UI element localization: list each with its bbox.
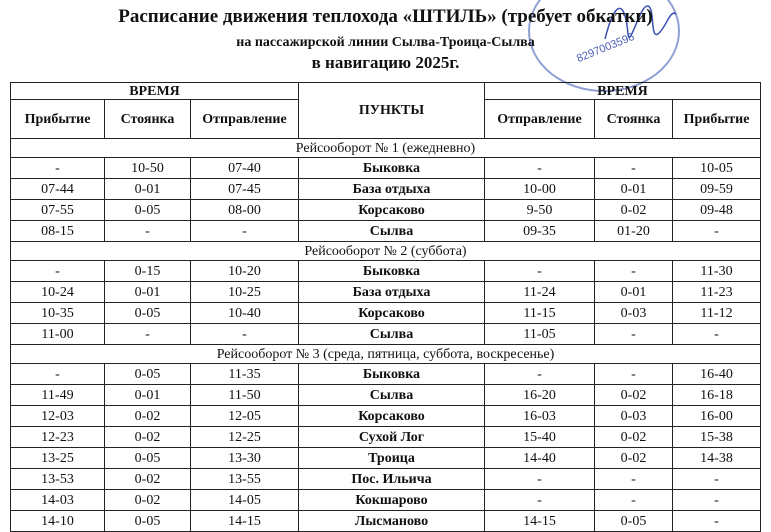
time-cell: 10-35 (11, 303, 105, 324)
time-cell: 11-24 (485, 282, 595, 303)
left-time-group-header: ВРЕМЯ (11, 83, 299, 100)
col-left-stop: Стоянка (105, 100, 191, 139)
time-cell: 0-02 (595, 427, 673, 448)
time-cell: 12-03 (11, 406, 105, 427)
stamp-number: 8297003596 (574, 30, 637, 66)
schedule-body (11, 139, 761, 532)
time-cell: 07-45 (191, 179, 299, 200)
time-cell: 11-49 (11, 385, 105, 406)
time-cell: 11-35 (191, 364, 299, 385)
time-cell: 11-30 (673, 261, 761, 282)
time-cell: 11-05 (485, 324, 595, 345)
time-cell: 11-15 (485, 303, 595, 324)
time-cell: - (105, 324, 191, 345)
section-title: Рейсооборот № 2 (суббота) (11, 242, 761, 261)
time-cell: - (673, 469, 761, 490)
time-cell: 14-15 (485, 511, 595, 532)
time-cell: 10-25 (191, 282, 299, 303)
time-cell: 13-55 (191, 469, 299, 490)
time-cell: 07-44 (11, 179, 105, 200)
time-cell: 0-02 (105, 427, 191, 448)
time-cell: 0-02 (105, 490, 191, 511)
table-row (11, 303, 761, 324)
section-row (11, 139, 761, 158)
time-cell: 10-24 (11, 282, 105, 303)
page-title: Расписание движения теплохода «ШТИЛЬ» (требует обкатки) (118, 6, 653, 27)
time-cell: 10-50 (105, 158, 191, 179)
table-row (11, 200, 761, 221)
time-cell: 10-20 (191, 261, 299, 282)
time-cell: 14-03 (11, 490, 105, 511)
section-title: Рейсооборот № 3 (среда, пятница, суббота, воскресенье) (11, 345, 761, 364)
time-cell: 11-23 (673, 282, 761, 303)
time-cell: 0-05 (105, 200, 191, 221)
schedule-table (10, 82, 761, 532)
time-cell: 10-40 (191, 303, 299, 324)
section-row (11, 242, 761, 261)
point-name: База отдыха (299, 282, 485, 303)
time-cell: 0-05 (105, 448, 191, 469)
time-cell: 09-59 (673, 179, 761, 200)
table-row (11, 469, 761, 490)
time-cell: 12-23 (11, 427, 105, 448)
time-cell: 14-38 (673, 448, 761, 469)
col-left-arrival: Прибытие (11, 100, 105, 139)
time-cell: 01-20 (595, 221, 673, 242)
time-cell: - (485, 490, 595, 511)
table-row (11, 427, 761, 448)
time-cell: 16-20 (485, 385, 595, 406)
time-cell: 16-03 (485, 406, 595, 427)
time-cell: 0-01 (595, 282, 673, 303)
table-row (11, 385, 761, 406)
point-name: Сухой Лог (299, 427, 485, 448)
time-cell: - (595, 158, 673, 179)
time-cell: 11-00 (11, 324, 105, 345)
point-name: Быковка (299, 261, 485, 282)
points-header: ПУНКТЫ (299, 83, 485, 139)
point-name: Сылва (299, 385, 485, 406)
time-cell: 11-50 (191, 385, 299, 406)
time-cell: 0-05 (105, 364, 191, 385)
section-title: Рейсооборот № 1 (ежедневно) (11, 139, 761, 158)
time-cell: 0-15 (105, 261, 191, 282)
time-cell: 14-10 (11, 511, 105, 532)
time-cell: 14-05 (191, 490, 299, 511)
col-right-arrival: Прибытие (673, 100, 761, 139)
time-cell: 07-55 (11, 200, 105, 221)
table-row (11, 511, 761, 532)
time-cell: 9-50 (485, 200, 595, 221)
table-row (11, 406, 761, 427)
table-row (11, 158, 761, 179)
time-cell: 0-01 (105, 179, 191, 200)
time-cell: 13-53 (11, 469, 105, 490)
time-cell: - (485, 469, 595, 490)
time-cell: 0-02 (105, 406, 191, 427)
time-cell: 08-15 (11, 221, 105, 242)
point-name: Сылва (299, 324, 485, 345)
point-name: Корсаково (299, 406, 485, 427)
time-cell: - (595, 261, 673, 282)
point-name: Троица (299, 448, 485, 469)
time-cell: 0-01 (105, 282, 191, 303)
time-cell: 0-03 (595, 406, 673, 427)
time-cell: 11-12 (673, 303, 761, 324)
time-cell: 0-02 (105, 469, 191, 490)
time-cell: - (485, 364, 595, 385)
time-cell: 0-02 (595, 385, 673, 406)
time-cell: - (673, 221, 761, 242)
time-cell: - (191, 221, 299, 242)
time-cell: - (485, 158, 595, 179)
time-cell: 07-40 (191, 158, 299, 179)
time-cell: 16-00 (673, 406, 761, 427)
time-cell: 0-01 (595, 179, 673, 200)
time-cell: 0-02 (595, 200, 673, 221)
point-name: Корсаково (299, 200, 485, 221)
time-cell: 13-30 (191, 448, 299, 469)
time-cell: - (673, 511, 761, 532)
time-cell: 10-05 (673, 158, 761, 179)
time-cell: - (105, 221, 191, 242)
point-name: Сылва (299, 221, 485, 242)
point-name: Пос. Ильича (299, 469, 485, 490)
time-cell: 15-38 (673, 427, 761, 448)
time-cell: 13-25 (11, 448, 105, 469)
point-name: Быковка (299, 364, 485, 385)
table-row (11, 221, 761, 242)
col-left-departure: Отправление (191, 100, 299, 139)
time-cell: - (485, 261, 595, 282)
table-row (11, 179, 761, 200)
table-row (11, 364, 761, 385)
time-cell: - (673, 324, 761, 345)
time-cell: - (595, 490, 673, 511)
time-cell: 16-18 (673, 385, 761, 406)
route-subtitle: на пассажирской линии Сылва-Троица-Сылва (236, 35, 535, 50)
time-cell: - (191, 324, 299, 345)
time-cell: 0-02 (595, 448, 673, 469)
section-row (11, 345, 761, 364)
time-cell: 12-05 (191, 406, 299, 427)
point-name: Корсаково (299, 303, 485, 324)
table-row (11, 324, 761, 345)
time-cell: 0-05 (595, 511, 673, 532)
point-name: Лысманово (299, 511, 485, 532)
time-cell: 0-05 (105, 303, 191, 324)
table-row (11, 448, 761, 469)
table-row (11, 490, 761, 511)
point-name: База отдыха (299, 179, 485, 200)
time-cell: 0-05 (105, 511, 191, 532)
time-cell: 09-48 (673, 200, 761, 221)
time-cell: 09-35 (485, 221, 595, 242)
time-cell: 08-00 (191, 200, 299, 221)
time-cell: 14-40 (485, 448, 595, 469)
time-cell: - (673, 490, 761, 511)
time-cell: - (595, 469, 673, 490)
time-cell: 12-25 (191, 427, 299, 448)
time-cell: 16-40 (673, 364, 761, 385)
time-cell: - (595, 364, 673, 385)
table-row (11, 282, 761, 303)
col-right-stop: Стоянка (595, 100, 673, 139)
time-cell: - (11, 158, 105, 179)
time-cell: - (595, 324, 673, 345)
table-row (11, 261, 761, 282)
time-cell: 14-15 (191, 511, 299, 532)
time-cell: 10-00 (485, 179, 595, 200)
time-cell: - (11, 261, 105, 282)
time-cell: 0-03 (595, 303, 673, 324)
time-cell: - (11, 364, 105, 385)
time-cell: 15-40 (485, 427, 595, 448)
right-time-group-header: ВРЕМЯ (485, 83, 761, 100)
col-right-departure: Отправление (485, 100, 595, 139)
point-name: Быковка (299, 158, 485, 179)
point-name: Кокшарово (299, 490, 485, 511)
season-title: в навигацию 2025г. (311, 53, 460, 72)
time-cell: 0-01 (105, 385, 191, 406)
